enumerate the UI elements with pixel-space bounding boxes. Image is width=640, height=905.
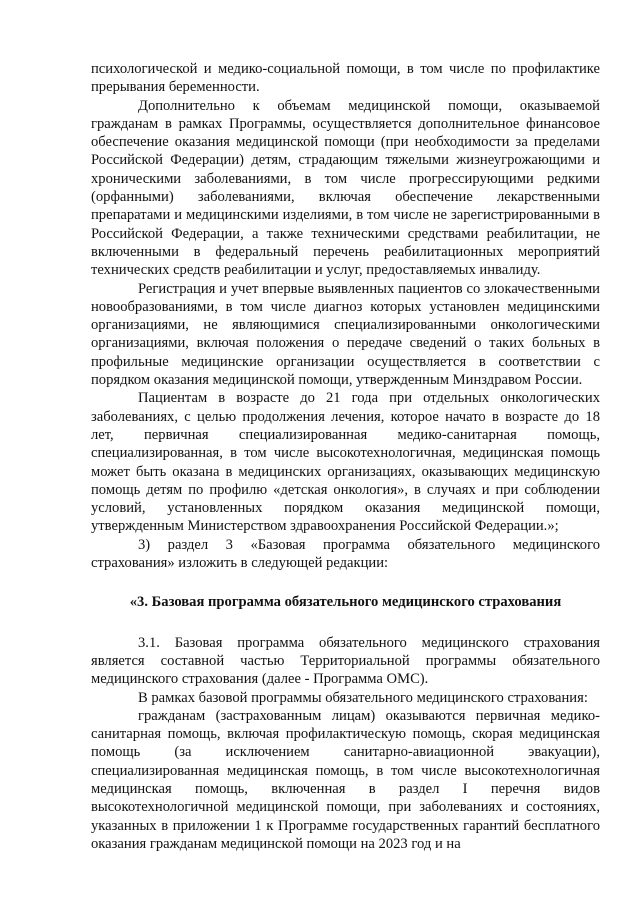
paragraph-3-1: 3.1. Базовая программа обязательного медицинского страхования является составной частью Территориальной программы обязательного медицинского страхования (далее - Программа ОМС). — [91, 634, 600, 688]
paragraph-section3-amendment: 3) раздел 3 «Базовая программа обязательного медицинского страхования» изложить в следующей редакции: — [91, 536, 600, 572]
section-heading: «3. Базовая программа обязательного медицинского страхования — [129, 594, 562, 611]
paragraph-additional-financing: Дополнительно к объемам медицинской помощи, оказываемой гражданам в рамках Программы, осуществляется дополнительное финансовое обеспечение оказания медицинской помощи (при необходимости за пределами Российской Федерации) детям, страдающим тяжелыми жизнеугрожающими и хроническими заболеваниями, в том числе прогрессирующими редкими (орфанными) заболеваниями, включая обеспечение лекарственными препаратами и медицинскими изделиями, в том числе не зарегистрированными в Российской Федерации, а также техническими средствами реабилитации, не включенными в федеральный перечень реабилитационных мероприятий технических средств реабилитации и услуг, предоставляемых инвалиду. — [91, 97, 600, 279]
paragraph-continuation: психологической и медико-социальной помощи, в том числе по профилактике прерывания беременности. — [91, 61, 600, 96]
paragraph-oncology-registration: Регистрация и учет впервые выявленных пациентов со злокачественными новообразованиями, в том числе диагноз которых установлен медицинскими организациями, не являющимися специализированными онкологическими организациями, включая положения о передаче сведений о таких больных в профильные медицинские организации осуществляется в соответствии с порядком оказания медицинской помощи, утвержденным Минздравом России. — [91, 280, 600, 389]
paragraph-oms-services: гражданам (застрахованным лицам) оказываются первичная медико-санитарная помощь, включая профилактическую помощь, скорая медицинская помощь (за исключением санитарно-авиационной эвакуации), специализированная медицинская помощь, в том числе высокотехнологичная медицинская помощь, включенная в раздел I перечня видов высокотехнологичной медицинской помощи, при заболеваниях и состояниях, указанных в приложении 1 к Программе государственных гарантий бесплатного оказания гражданам медицинской помощи на 2023 год и на — [91, 707, 600, 852]
paragraph-oms-scope: В рамках базовой программы обязательного медицинского страхования: — [138, 689, 588, 706]
paragraph-pediatric-oncology: Пациентам в возрасте до 21 года при отдельных онкологических заболеваниях, с целью продолжения лечения, которое начато в возрасте до 18 лет, первичная специализированная медико-санитарная помощь, специализированная, в том числе высокотехнологичная, медицинская помощь может быть оказана в медицинских организациях, оказывающих медицинскую помощь детям по профилю «детская онкология», в случаях и при соблюдении условий, установленных порядком оказания медицинской помощи, утвержденным Министерством здравоохранения Российской Федерации.»; — [91, 390, 600, 535]
document-body — [91, 60, 600, 853]
